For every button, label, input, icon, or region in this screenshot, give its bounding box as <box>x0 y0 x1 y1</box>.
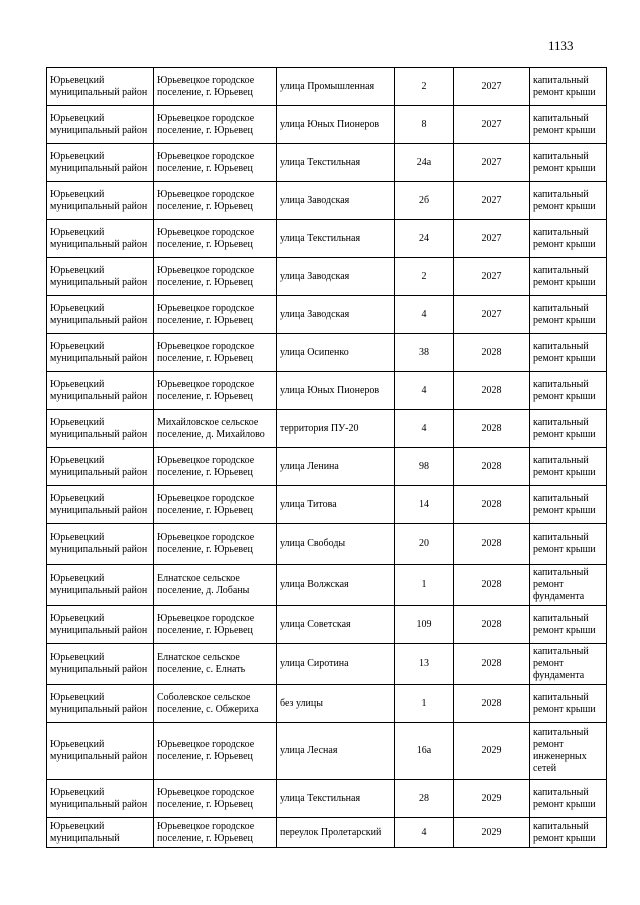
settlement-cell: Юрьевецкое городское поселение, г. Юрьевец <box>154 606 277 644</box>
year-cell: 2028 <box>454 372 530 410</box>
district-cell: Юрьевецкий муниципальный район <box>47 486 154 524</box>
street-cell: улица Юных Пионеров <box>277 106 395 144</box>
district-cell: Юрьевецкий муниципальный район <box>47 372 154 410</box>
work-type-cell: капитальный ремонт инженерных сетей <box>530 723 607 780</box>
district-cell: Юрьевецкий муниципальный район <box>47 644 154 685</box>
district-cell: Юрьевецкий муниципальный район <box>47 296 154 334</box>
year-cell: 2027 <box>454 182 530 220</box>
settlement-cell: Юрьевецкое городское поселение, г. Юрьевец <box>154 68 277 106</box>
table-row <box>47 524 607 565</box>
street-cell: улица Заводская <box>277 258 395 296</box>
table-row <box>47 106 607 144</box>
table-row <box>47 818 607 848</box>
year-cell: 2027 <box>454 106 530 144</box>
house-number-cell: 2б <box>395 182 454 220</box>
district-cell: Юрьевецкий муниципальный район <box>47 410 154 448</box>
settlement-cell: Юрьевецкое городское поселение, г. Юрьевец <box>154 723 277 780</box>
house-number-cell: 2 <box>395 68 454 106</box>
street-cell: улица Свободы <box>277 524 395 565</box>
work-type-cell: капитальный ремонт крыши <box>530 486 607 524</box>
district-cell: Юрьевецкий муниципальный район <box>47 68 154 106</box>
year-cell: 2029 <box>454 818 530 848</box>
year-cell: 2028 <box>454 644 530 685</box>
year-cell: 2028 <box>454 606 530 644</box>
house-number-cell: 1 <box>395 565 454 606</box>
work-type-cell: капитальный ремонт фундамента <box>530 565 607 606</box>
work-type-cell: капитальный ремонт крыши <box>530 144 607 182</box>
house-number-cell: 1 <box>395 685 454 723</box>
street-cell: улица Юных Пионеров <box>277 372 395 410</box>
work-type-cell: капитальный ремонт крыши <box>530 372 607 410</box>
work-type-cell: капитальный ремонт крыши <box>530 334 607 372</box>
street-cell: улица Лесная <box>277 723 395 780</box>
house-number-cell: 4 <box>395 296 454 334</box>
house-number-cell: 16а <box>395 723 454 780</box>
street-cell: улица Ленина <box>277 448 395 486</box>
street-cell: территория ПУ-20 <box>277 410 395 448</box>
district-cell: Юрьевецкий муниципальный район <box>47 565 154 606</box>
table-row <box>47 644 607 685</box>
table-row <box>47 372 607 410</box>
street-cell: улица Осипенко <box>277 334 395 372</box>
work-type-cell: капитальный ремонт крыши <box>530 524 607 565</box>
year-cell: 2028 <box>454 448 530 486</box>
buildings-table <box>46 67 607 848</box>
district-cell: Юрьевецкий муниципальный район <box>47 780 154 818</box>
year-cell: 2027 <box>454 220 530 258</box>
table-row <box>47 410 607 448</box>
settlement-cell: Юрьевецкое городское поселение, г. Юрьевец <box>154 818 277 848</box>
house-number-cell: 20 <box>395 524 454 565</box>
table-row <box>47 486 607 524</box>
street-cell: улица Сиротина <box>277 644 395 685</box>
street-cell: улица Заводская <box>277 296 395 334</box>
table-row <box>47 258 607 296</box>
year-cell: 2027 <box>454 296 530 334</box>
house-number-cell: 28 <box>395 780 454 818</box>
year-cell: 2028 <box>454 410 530 448</box>
district-cell: Юрьевецкий муниципальный район <box>47 606 154 644</box>
table-row <box>47 144 607 182</box>
street-cell: улица Советская <box>277 606 395 644</box>
work-type-cell: капитальный ремонт крыши <box>530 685 607 723</box>
table-row <box>47 685 607 723</box>
work-type-cell: капитальный ремонт крыши <box>530 258 607 296</box>
house-number-cell: 2 <box>395 258 454 296</box>
house-number-cell: 4 <box>395 410 454 448</box>
district-cell: Юрьевецкий муниципальный <box>47 818 154 848</box>
street-cell: улица Титова <box>277 486 395 524</box>
district-cell: Юрьевецкий муниципальный район <box>47 524 154 565</box>
district-cell: Юрьевецкий муниципальный район <box>47 182 154 220</box>
work-type-cell: капитальный ремонт крыши <box>530 296 607 334</box>
page-number: 1133 <box>548 38 574 53</box>
year-cell: 2027 <box>454 68 530 106</box>
street-cell: улица Волжская <box>277 565 395 606</box>
table-row <box>47 68 607 106</box>
district-cell: Юрьевецкий муниципальный район <box>47 220 154 258</box>
house-number-cell: 24а <box>395 144 454 182</box>
house-number-cell: 4 <box>395 372 454 410</box>
table-row <box>47 182 607 220</box>
work-type-cell: капитальный ремонт крыши <box>530 448 607 486</box>
table-row <box>47 723 607 780</box>
house-number-cell: 24 <box>395 220 454 258</box>
settlement-cell: Юрьевецкое городское поселение, г. Юрьевец <box>154 334 277 372</box>
district-cell: Юрьевецкий муниципальный район <box>47 144 154 182</box>
settlement-cell: Юрьевецкое городское поселение, г. Юрьевец <box>154 144 277 182</box>
district-cell: Юрьевецкий муниципальный район <box>47 258 154 296</box>
settlement-cell: Юрьевецкое городское поселение, г. Юрьевец <box>154 220 277 258</box>
table-row <box>47 606 607 644</box>
work-type-cell: капитальный ремонт крыши <box>530 780 607 818</box>
district-cell: Юрьевецкий муниципальный район <box>47 334 154 372</box>
settlement-cell: Юрьевецкое городское поселение, г. Юрьевец <box>154 486 277 524</box>
settlement-cell: Елнатское сельское поселение, с. Елнать <box>154 644 277 685</box>
year-cell: 2029 <box>454 780 530 818</box>
settlement-cell: Михайловское сельское поселение, д. Михайлово <box>154 410 277 448</box>
year-cell: 2028 <box>454 685 530 723</box>
settlement-cell: Юрьевецкое городское поселение, г. Юрьевец <box>154 524 277 565</box>
settlement-cell: Юрьевецкое городское поселение, г. Юрьевец <box>154 182 277 220</box>
table-row <box>47 565 607 606</box>
district-cell: Юрьевецкий муниципальный район <box>47 448 154 486</box>
street-cell: улица Текстильная <box>277 780 395 818</box>
house-number-cell: 14 <box>395 486 454 524</box>
street-cell: улица Заводская <box>277 182 395 220</box>
table-body <box>47 68 607 848</box>
settlement-cell: Юрьевецкое городское поселение, г. Юрьевец <box>154 780 277 818</box>
work-type-cell: капитальный ремонт фундамента <box>530 644 607 685</box>
house-number-cell: 98 <box>395 448 454 486</box>
work-type-cell: капитальный ремонт крыши <box>530 410 607 448</box>
table-row <box>47 334 607 372</box>
street-cell: улица Промышленная <box>277 68 395 106</box>
house-number-cell: 38 <box>395 334 454 372</box>
settlement-cell: Юрьевецкое городское поселение, г. Юрьевец <box>154 448 277 486</box>
year-cell: 2027 <box>454 144 530 182</box>
street-cell: улица Текстильная <box>277 144 395 182</box>
house-number-cell: 8 <box>395 106 454 144</box>
year-cell: 2027 <box>454 258 530 296</box>
settlement-cell: Елнатское сельское поселение, д. Лобаны <box>154 565 277 606</box>
work-type-cell: капитальный ремонт крыши <box>530 106 607 144</box>
table-row <box>47 296 607 334</box>
table-row <box>47 780 607 818</box>
work-type-cell: капитальный ремонт крыши <box>530 182 607 220</box>
settlement-cell: Юрьевецкое городское поселение, г. Юрьевец <box>154 296 277 334</box>
work-type-cell: капитальный ремонт крыши <box>530 220 607 258</box>
district-cell: Юрьевецкий муниципальный район <box>47 723 154 780</box>
district-cell: Юрьевецкий муниципальный район <box>47 106 154 144</box>
table-row <box>47 220 607 258</box>
year-cell: 2028 <box>454 565 530 606</box>
settlement-cell: Соболевское сельское поселение, с. Обжериха <box>154 685 277 723</box>
settlement-cell: Юрьевецкое городское поселение, г. Юрьевец <box>154 258 277 296</box>
house-number-cell: 13 <box>395 644 454 685</box>
work-type-cell: капитальный ремонт крыши <box>530 68 607 106</box>
street-cell: без улицы <box>277 685 395 723</box>
year-cell: 2028 <box>454 524 530 565</box>
street-cell: переулок Пролетарский <box>277 818 395 848</box>
house-number-cell: 4 <box>395 818 454 848</box>
house-number-cell: 109 <box>395 606 454 644</box>
street-cell: улица Текстильная <box>277 220 395 258</box>
year-cell: 2028 <box>454 334 530 372</box>
settlement-cell: Юрьевецкое городское поселение, г. Юрьевец <box>154 106 277 144</box>
settlement-cell: Юрьевецкое городское поселение, г. Юрьевец <box>154 372 277 410</box>
work-type-cell: капитальный ремонт крыши <box>530 818 607 848</box>
year-cell: 2028 <box>454 486 530 524</box>
table-row <box>47 448 607 486</box>
year-cell: 2029 <box>454 723 530 780</box>
district-cell: Юрьевецкий муниципальный район <box>47 685 154 723</box>
work-type-cell: капитальный ремонт крыши <box>530 606 607 644</box>
